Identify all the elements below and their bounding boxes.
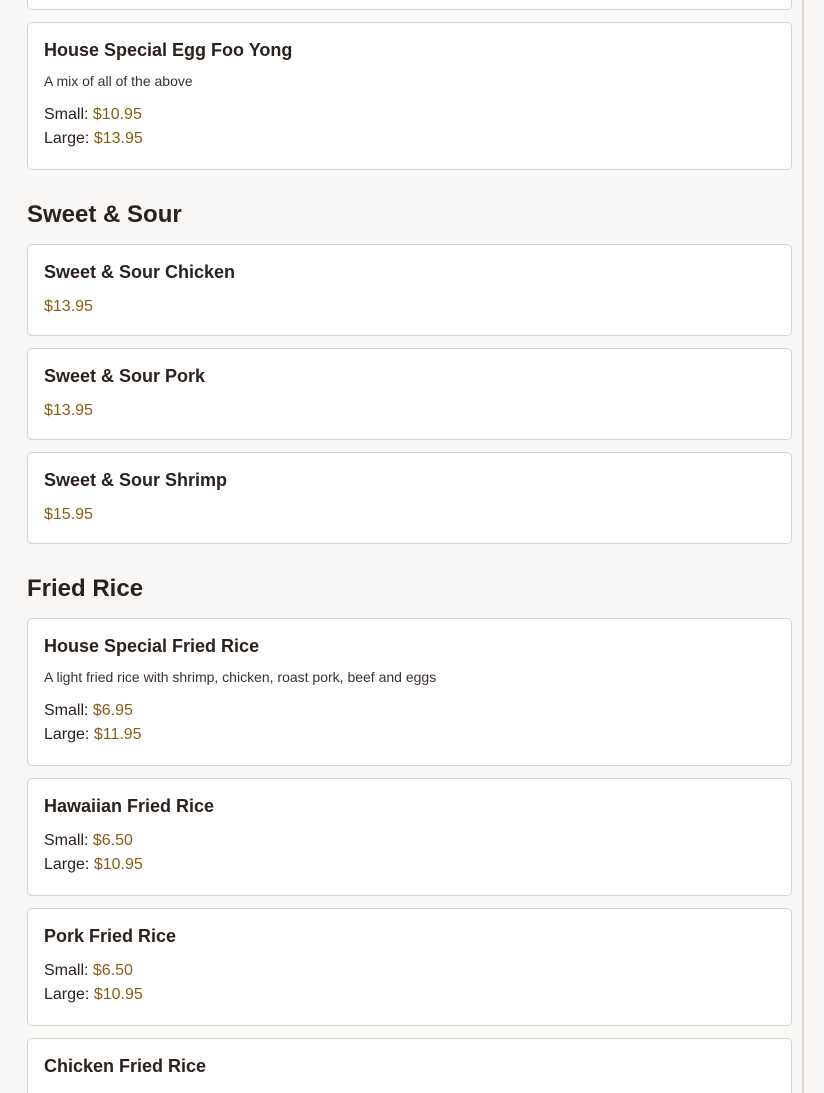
menu-list [27, 0, 792, 1093]
large-price: $13.95 [93, 130, 143, 147]
menu-item-card-previous[interactable] [27, 0, 792, 10]
menu-item-price: $13.95 [44, 298, 93, 315]
small-price: $6.50 [92, 962, 133, 979]
menu-item-name: Sweet & Sour Shrimp [44, 470, 228, 490]
small-price-line [44, 103, 775, 127]
small-price: $6.50 [92, 832, 133, 849]
scrollbar-edge[interactable] [802, 0, 804, 1093]
menu-item-prices [44, 699, 775, 747]
category-title-sweet-sour: Sweet & Sour [27, 201, 182, 228]
large-price: $10.95 [93, 856, 143, 873]
menu-item-card[interactable] [27, 908, 792, 1026]
large-price: $10.95 [93, 986, 143, 1003]
small-price: $6.95 [92, 702, 133, 719]
menu-item-description: A light fried rice with shrimp, chicken, roast pork, beef and eggs [44, 669, 437, 685]
large-price-line [44, 983, 775, 1007]
small-label: Small: [44, 702, 89, 719]
menu-item-name: Hawaiian Fried Rice [44, 796, 215, 816]
large-label: Large: [44, 986, 90, 1003]
large-price-line [44, 127, 775, 151]
menu-item-prices [44, 959, 775, 1007]
small-price-line [44, 829, 775, 853]
menu-item-name: Sweet & Sour Pork [44, 366, 206, 386]
category-title-fried-rice: Fried Rice [27, 575, 144, 602]
menu-item-price: $15.95 [44, 506, 93, 523]
large-label: Large: [44, 726, 90, 743]
menu-item-card[interactable] [27, 452, 792, 544]
menu-item-description: A mix of all of the above [44, 73, 193, 89]
menu-item-card[interactable] [27, 618, 792, 766]
large-label: Large: [44, 856, 90, 873]
small-label: Small: [44, 832, 89, 849]
menu-item-name: Sweet & Sour Chicken [44, 262, 236, 282]
large-price: $11.95 [93, 726, 142, 743]
large-label: Large: [44, 130, 90, 147]
menu-item-card[interactable] [27, 244, 792, 336]
menu-item-card[interactable] [27, 348, 792, 440]
large-price-line [44, 723, 775, 747]
menu-item-name: House Special Fried Rice [44, 636, 260, 656]
menu-item-prices [44, 103, 775, 151]
small-label: Small: [44, 106, 89, 123]
menu-item-prices [44, 1077, 775, 1093]
small-price: $10.95 [92, 106, 142, 123]
menu-item-prices [44, 829, 775, 877]
menu-item-name: Chicken Fried Rice [44, 1056, 207, 1076]
menu-item-price: $13.95 [44, 402, 93, 419]
menu-item-card[interactable] [27, 778, 792, 896]
large-price-line [44, 853, 775, 877]
menu-item-name: House Special Egg Foo Yong [44, 40, 293, 60]
small-label: Small: [44, 962, 89, 979]
menu-item-card[interactable] [27, 1038, 792, 1093]
small-price-line [44, 699, 775, 723]
menu-item-name: Pork Fried Rice [44, 926, 177, 946]
menu-item-card[interactable] [27, 22, 792, 170]
small-price-line [44, 959, 775, 983]
